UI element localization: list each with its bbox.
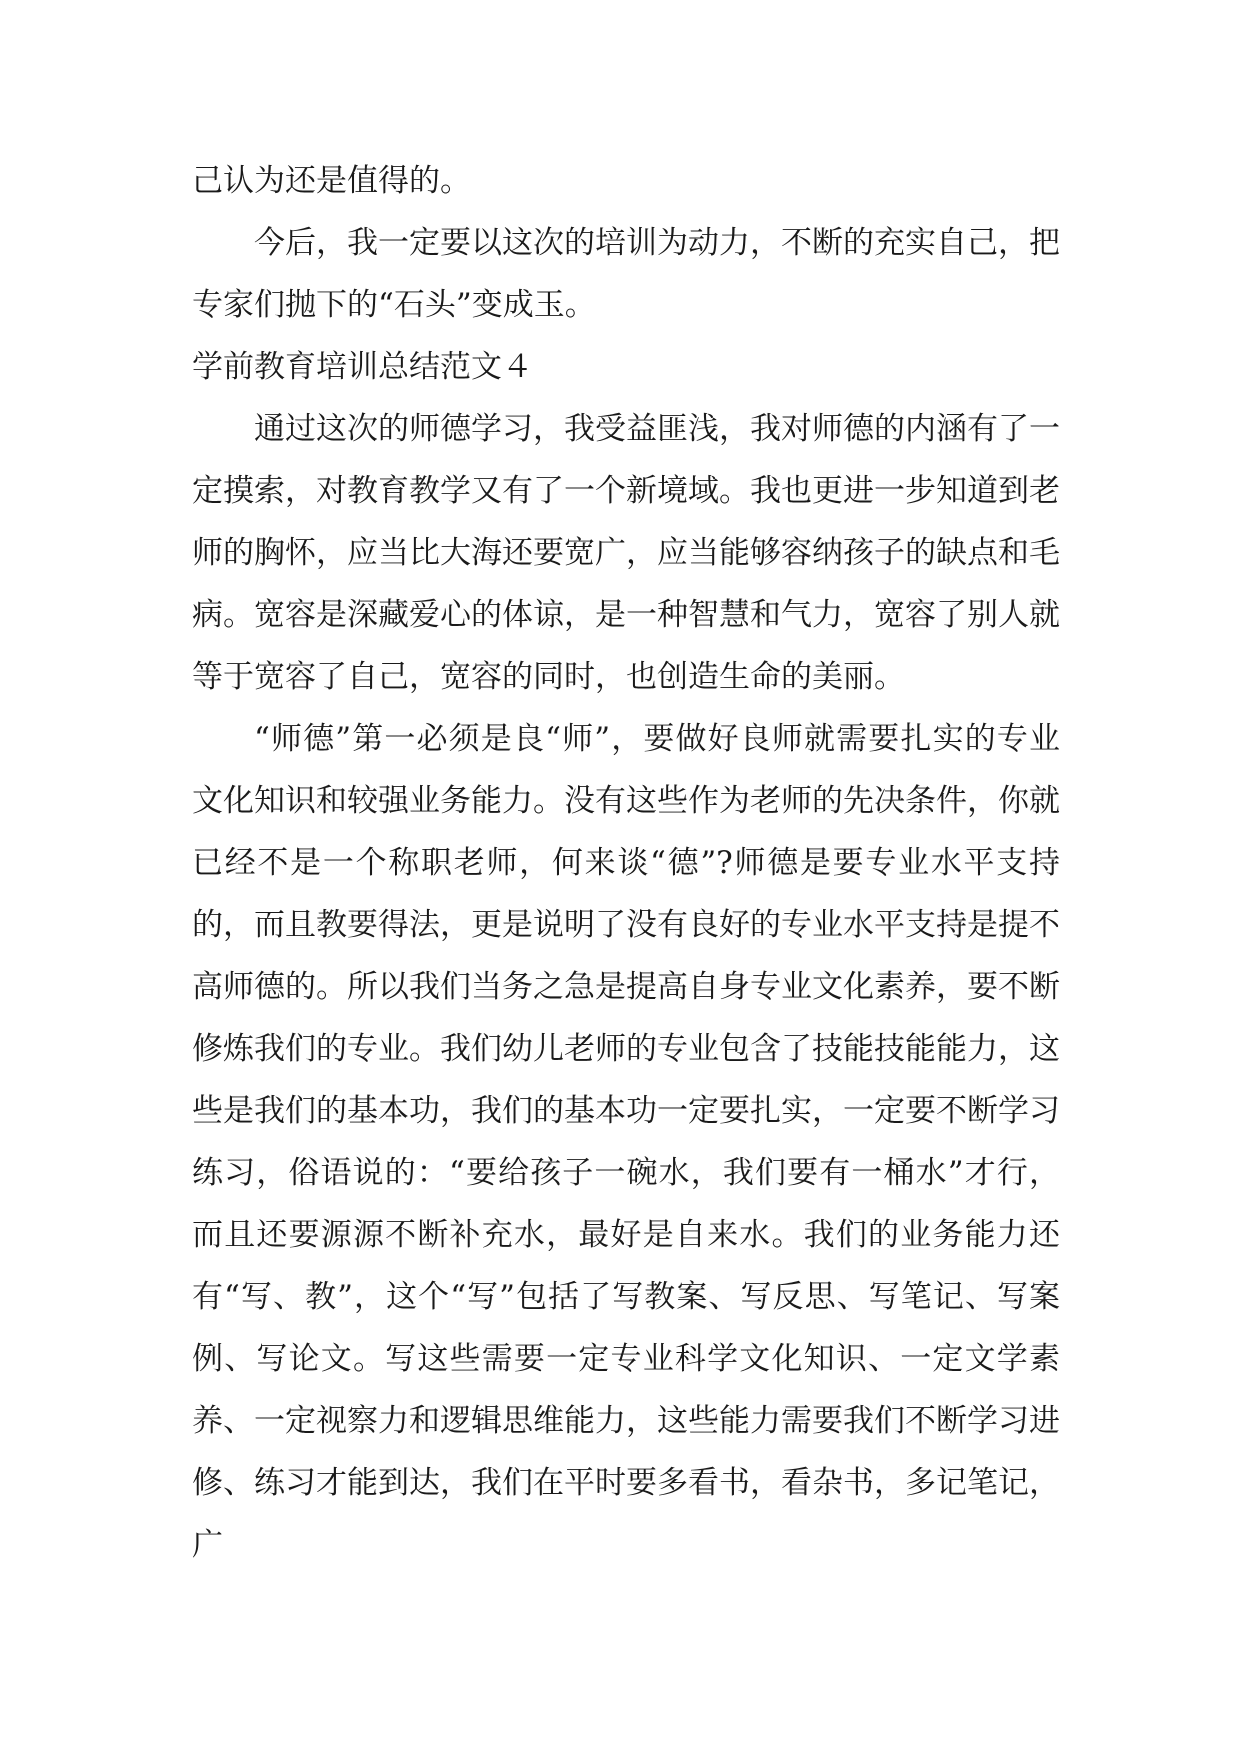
section-heading: 学前教育培训总结范文４ bbox=[192, 349, 533, 385]
paragraph-ethics-study: 通过这次的师德学习，我受益匪浅，我对师德的内涵有了一定摸索，对教育教学又有了一个新境域。我也更进一步知道到老师的胸怀，应当比大海还要宽广，应当能够容纳孩子的缺点和毛病。宽容是深藏爱心的体谅，是一种智慧和气力，宽容了别人就等于宽容了自己，宽容的同时，也创造生命的美丽。 bbox=[192, 411, 1060, 695]
paragraph-continuation: 己认为还是值得的。 bbox=[192, 163, 471, 199]
paragraph-good-teacher: “师德”第一必须是良“师”，要做好良师就需要扎实的专业文化知识和较强业务能力。没有这些作为老师的先决条件，你就已经不是一个称职老师，何来谈“德”?师德是要专业水平支持的，而且教要得法，更是说明了没有良好的专业水平支持是提不高师德的。所以我们当务之急是提高自身专业文化素养，要不断修炼我们的专业。我们幼儿老师的专业包含了技能技能能力，这些是我们的基本功，我们的基本功一定要扎实，一定要不断学习练习，俗语说的：“要给孩子一碗水，我们要有一桶水”才行，而且还要源源不断补充水，最好是自来水。我们的业务能力还有“写、教”，这个“写”包括了写教案、写反思、写笔记、写案例、写论文。写这些需要一定专业科学文化知识、一定文学素养、一定视察力和逻辑思维能力，这些能力需要我们不断学习进修、练习才能到达，我们在平时要多看书，看杂书，多记笔记，广 bbox=[192, 721, 1060, 1563]
paragraph-future-plan: 今后，我一定要以这次的培训为动力，不断的充实自己，把专家们抛下的“石头”变成玉。 bbox=[192, 225, 1060, 323]
document-body bbox=[192, 150, 1060, 1576]
